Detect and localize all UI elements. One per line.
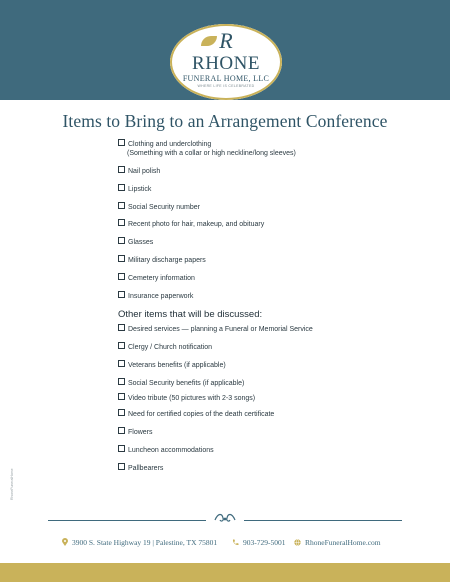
footer-phone <box>232 538 286 547</box>
item-note: (Something with a collar or high neckline/long sleeves) <box>127 150 296 157</box>
footer-ornament <box>48 511 402 525</box>
item-label: Veterans benefits (if applicable) <box>128 362 226 369</box>
checkbox-icon <box>118 445 125 452</box>
item-label: Cemetery information <box>128 275 195 282</box>
checklist-item <box>118 255 206 265</box>
divider-line <box>244 520 402 521</box>
divider-line <box>48 520 206 521</box>
checklist-item <box>118 291 193 301</box>
item-label: Social Security benefits (if applicable) <box>128 380 245 387</box>
checklist-item <box>118 427 153 437</box>
checkbox-icon <box>118 219 125 226</box>
logo <box>170 24 282 100</box>
checklist-item <box>118 324 313 334</box>
page-title: Items to Bring to an Arrangement Conference <box>62 111 388 131</box>
phone-text: 903-729-5001 <box>243 538 286 547</box>
checkbox-icon <box>118 378 125 385</box>
checklist-item <box>118 219 264 229</box>
checklist-item <box>118 237 153 247</box>
checkbox-icon <box>118 463 125 470</box>
logo-tagline: WHERE LIFE IS CELEBRATED <box>197 84 255 88</box>
checklist-item <box>118 139 296 158</box>
item-label: Glasses <box>128 239 154 246</box>
footer-website[interactable] <box>294 538 381 547</box>
phone-icon <box>232 539 239 546</box>
item-label: Nail polish <box>128 168 161 175</box>
checklist-item <box>118 378 244 388</box>
checklist-item <box>118 184 151 194</box>
address-text: 3900 S. State Highway 19 | Palestine, TX 75801 <box>72 538 218 547</box>
checklist-item <box>118 393 255 403</box>
checkbox-icon <box>118 324 125 331</box>
item-label: Clothing and underclothing <box>128 141 212 148</box>
item-label: Luncheon accommodations <box>128 447 214 454</box>
item-label: Desired services — planning a Funeral or Memorial Service <box>128 326 313 333</box>
checklist-item <box>118 409 274 419</box>
checklist-item <box>118 360 226 370</box>
flourish-icon <box>213 511 237 525</box>
logo-subtitle: FUNERAL HOME, LLC <box>182 74 270 83</box>
logo-name: RHONE <box>192 53 260 74</box>
map-pin-icon <box>62 538 68 546</box>
item-label: Need for certified copies of the death certificate <box>128 411 275 418</box>
item-label: Lipstick <box>128 186 152 193</box>
item-label: Flowers <box>128 429 153 436</box>
item-label: Social Security number <box>128 204 200 211</box>
checkbox-icon <box>118 255 125 262</box>
checklist-item <box>118 166 160 176</box>
discussed-heading: Other items that will be discussed: <box>118 309 263 320</box>
checkbox-icon <box>118 291 125 298</box>
item-label: Pallbearers <box>128 465 164 472</box>
footer-address <box>62 538 217 547</box>
checkbox-icon <box>118 360 125 367</box>
checklist-item <box>118 445 214 455</box>
item-label: Video tribute (50 pictures with 2-3 songs) <box>128 395 256 402</box>
checklist-item <box>118 273 195 283</box>
checkbox-icon <box>118 166 125 173</box>
checklist-item <box>118 342 212 352</box>
checkbox-icon <box>118 139 125 146</box>
checkbox-icon <box>118 273 125 280</box>
item-label: Recent photo for hair, makeup, and obituary <box>128 221 265 228</box>
side-code: RhoneFuneralHome <box>10 468 14 500</box>
logo-monogram: R <box>219 28 233 53</box>
checklist-item <box>118 202 200 212</box>
checkbox-icon <box>118 427 125 434</box>
globe-icon <box>294 539 301 546</box>
checklist-item <box>118 463 163 473</box>
checkbox-icon <box>118 342 125 349</box>
item-label: Insurance paperwork <box>128 293 194 300</box>
checkbox-icon <box>118 237 125 244</box>
checkbox-icon <box>118 184 125 191</box>
footer <box>0 532 450 557</box>
checkbox-icon <box>118 393 125 400</box>
bottom-band <box>0 563 450 582</box>
item-label: Military discharge papers <box>128 257 206 264</box>
checkbox-icon <box>118 409 125 416</box>
checkbox-icon <box>118 202 125 209</box>
website-link[interactable]: RhoneFuneralHome.com <box>305 538 381 547</box>
item-label: Clergy / Church notification <box>128 344 213 351</box>
